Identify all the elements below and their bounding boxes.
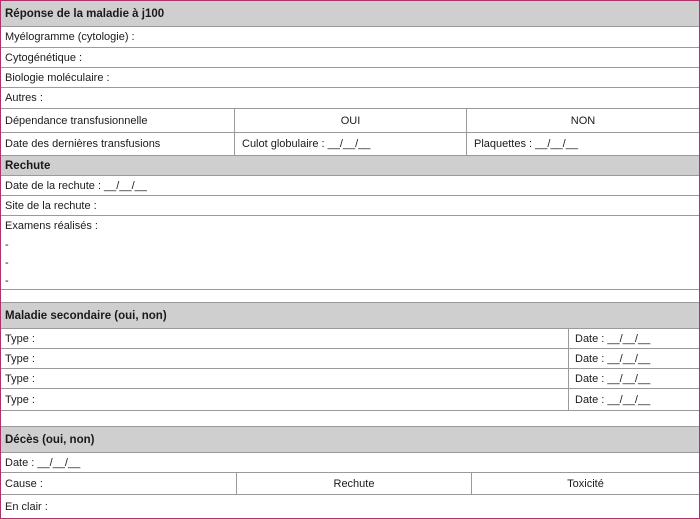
date-field[interactable] <box>569 349 699 368</box>
field-examens-realises[interactable] <box>1 216 699 290</box>
row-dependance-transfusionnelle <box>1 109 699 133</box>
type-field[interactable] <box>1 329 569 348</box>
list-item: - <box>5 257 9 269</box>
field-label: Type : <box>5 372 35 385</box>
table-row <box>1 329 699 349</box>
culot-globulaire-field[interactable] <box>235 133 467 155</box>
section-header-reponse <box>1 1 699 27</box>
section-header-deces <box>1 427 699 453</box>
row-dernieres-transfusions <box>1 133 699 156</box>
list-item: - <box>5 239 9 251</box>
cause-label-cell <box>1 473 237 494</box>
section-title: Décès (oui, non) <box>5 433 95 446</box>
field-label: Culot globulaire : __/__/__ <box>242 138 371 150</box>
type-field[interactable] <box>1 389 569 410</box>
row-cause <box>1 473 699 495</box>
section-header-maladie-secondaire <box>1 303 699 329</box>
field-label: Plaquettes : __/__/__ <box>474 138 578 150</box>
field-myelogramme[interactable] <box>1 27 699 48</box>
option-label: Toxicité <box>567 477 604 490</box>
transfusions-label-cell <box>1 133 235 155</box>
field-date-rechute[interactable] <box>1 176 699 196</box>
oui-option[interactable] <box>235 109 467 132</box>
field-label: Type : <box>5 332 35 345</box>
field-label: En clair : <box>5 500 48 513</box>
section-header-rechute <box>1 156 699 176</box>
field-label: Dépendance transfusionnelle <box>5 114 148 127</box>
field-en-clair[interactable] <box>1 495 699 518</box>
field-label: Myélogramme (cytologie) : <box>5 31 135 43</box>
option-label: OUI <box>340 114 361 127</box>
dependance-label-cell <box>1 109 235 132</box>
field-label: Cytogénétique : <box>5 51 83 64</box>
table-row <box>1 389 699 411</box>
plaquettes-field[interactable] <box>467 133 699 155</box>
field-label: Date : __/__/__ <box>575 393 651 406</box>
field-label: Date de la rechute : __/__/__ <box>5 179 147 192</box>
table-row <box>1 349 699 369</box>
date-field[interactable] <box>569 369 699 388</box>
section-title: Maladie secondaire (oui, non) <box>5 309 167 322</box>
field-label: Cause : <box>5 477 43 490</box>
field-label: Date : __/__/__ <box>575 332 651 345</box>
field-label: Examens réalisés : <box>5 220 98 232</box>
field-label: Date des dernières transfusions <box>5 138 161 150</box>
field-label: Date : __/__/__ <box>575 352 651 365</box>
section-spacer <box>1 411 699 427</box>
field-cytogenetique[interactable] <box>1 48 699 68</box>
field-label: Biologie moléculaire : <box>5 71 110 84</box>
field-autres[interactable] <box>1 88 699 109</box>
field-label: Date : __/__/__ <box>5 456 81 469</box>
list-item: - <box>5 275 9 287</box>
date-field[interactable] <box>569 389 699 410</box>
field-date-deces[interactable] <box>1 453 699 473</box>
field-label: Site de la rechute : <box>5 199 97 212</box>
section-spacer <box>1 290 699 303</box>
type-field[interactable] <box>1 349 569 368</box>
field-label: Date : __/__/__ <box>575 372 651 385</box>
date-field[interactable] <box>569 329 699 348</box>
section-title: Rechute <box>5 159 51 172</box>
table-row <box>1 369 699 389</box>
toxicite-option[interactable] <box>472 473 699 494</box>
option-label: NON <box>570 114 596 127</box>
field-label: Type : <box>5 352 35 365</box>
section-title: Réponse de la maladie à j100 <box>5 7 165 20</box>
field-site-rechute[interactable] <box>1 196 699 216</box>
non-option[interactable] <box>467 109 699 132</box>
field-label: Autres : <box>5 92 43 104</box>
option-label: Rechute <box>333 477 375 490</box>
field-biologie-moleculaire[interactable] <box>1 68 699 88</box>
field-label: Type : <box>5 393 35 406</box>
type-field[interactable] <box>1 369 569 388</box>
rechute-option[interactable] <box>237 473 472 494</box>
